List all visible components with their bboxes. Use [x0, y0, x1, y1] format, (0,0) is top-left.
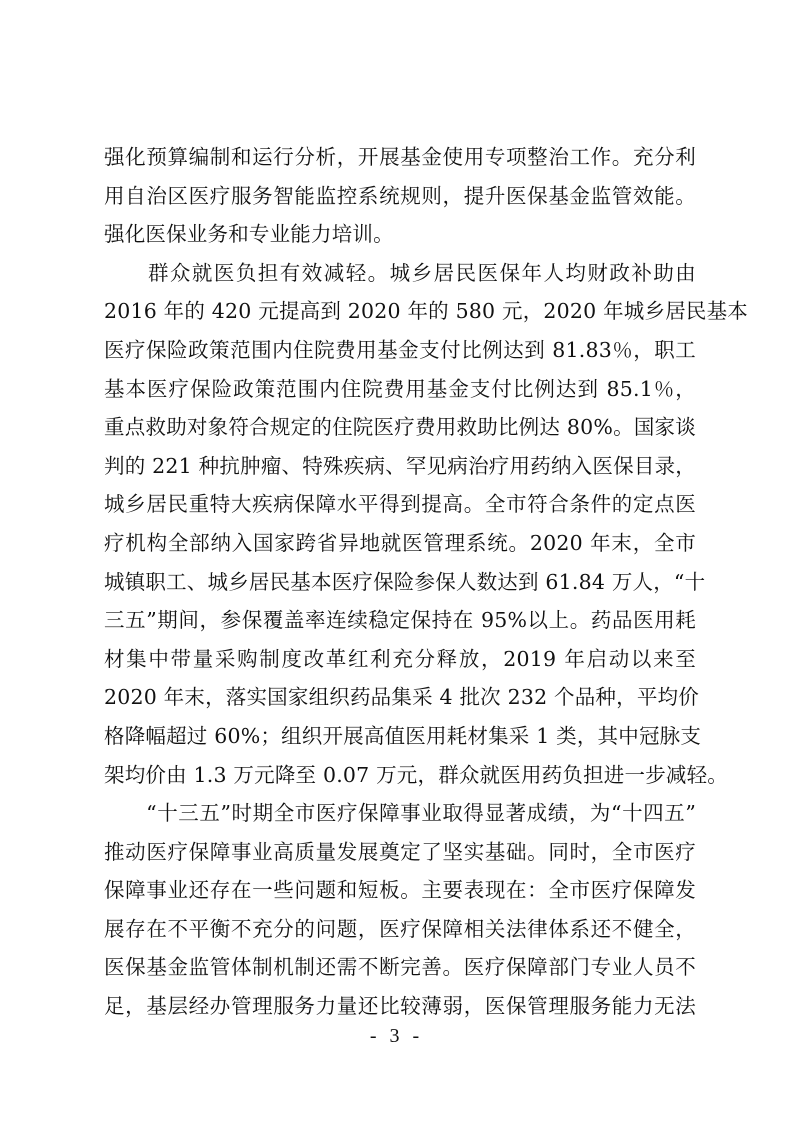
document-body — [104, 138, 748, 1026]
text-line: 判的 221 种抗肿瘤、特殊疾病、罕见病治疗用药纳入医保目录， — [104, 453, 696, 478]
text-line: 医保基金监管体制机制还需不断完善。医疗保障部门专业人员不 — [104, 955, 696, 980]
text-line: 保障事业还存在一些问题和短板。主要表现在：全市医疗保障发 — [104, 878, 696, 903]
text-line: 2016 年的 420 元提高到 2020 年的 580 元，2020 年城乡居民基本 — [104, 299, 748, 324]
text-line: 2020 年末，落实国家组织药品集采 4 批次 232 个品种，平均价 — [104, 685, 699, 710]
text-line: 医疗保险政策范围内住院费用基金支付比例达到 81.83％，职工 — [104, 337, 696, 362]
paragraph — [104, 794, 696, 1026]
text-line: 强化预算编制和运行分析，开展基金使用专项整治工作。充分利 — [104, 145, 696, 169]
text-line: 材集中带量采购制度改革红利充分释放，2019 年启动以来至 — [104, 646, 696, 671]
page-number: - 3 - — [369, 1025, 424, 1047]
text-line: 基本医疗保险政策范围内住院费用基金支付比例达到 85.1％， — [104, 376, 696, 401]
text-line: 格降幅超过 60%；组织开展高值医用耗材集采 1 类，其中冠脉支 — [104, 723, 702, 748]
text-line: 用自治区医疗服务智能监控系统规则，提升医保基金监管效能。 — [104, 183, 696, 208]
text-line: 强化医保业务和专业能力培训。 — [104, 222, 394, 247]
text-line: 城镇职工、城乡居民基本医疗保险参保人数达到 61.84 万人，“十 — [104, 569, 706, 594]
text-line: 足，基层经办管理服务力量还比较薄弱，医保管理服务能力无法 — [104, 994, 696, 1019]
text-line: 展存在不平衡不充分的问题，医疗保障相关法律体系还不健全， — [104, 916, 696, 941]
text-line: 重点救助对象符合规定的住院医疗费用救助比例达 80%。国家谈 — [104, 415, 696, 440]
text-line: 城乡居民重特大疾病保障水平得到提高。全市符合条件的定点医 — [104, 492, 696, 517]
text-line: “十三五”时期全市医疗保障事业取得显著成绩，为“十四五” — [104, 801, 696, 826]
text-line: 疗机构全部纳入国家跨省异地就医管理系统。2020 年末，全市 — [104, 530, 696, 555]
paragraph — [104, 254, 748, 794]
text-line: 推动医疗保障事业高质量发展奠定了坚实基础。同时，全市医疗 — [104, 839, 696, 864]
text-line: 群众就医负担有效减轻。城乡居民医保年人均财政补助由 — [104, 260, 696, 285]
text-line: 架均价由 1.3 万元降至 0.07 万元，群众就医用药负担进一步减轻。 — [104, 762, 729, 787]
text-line: 三五”期间，参保覆盖率连续稳定保持在 95%以上。药品医用耗 — [104, 608, 696, 633]
paragraph — [104, 138, 696, 254]
